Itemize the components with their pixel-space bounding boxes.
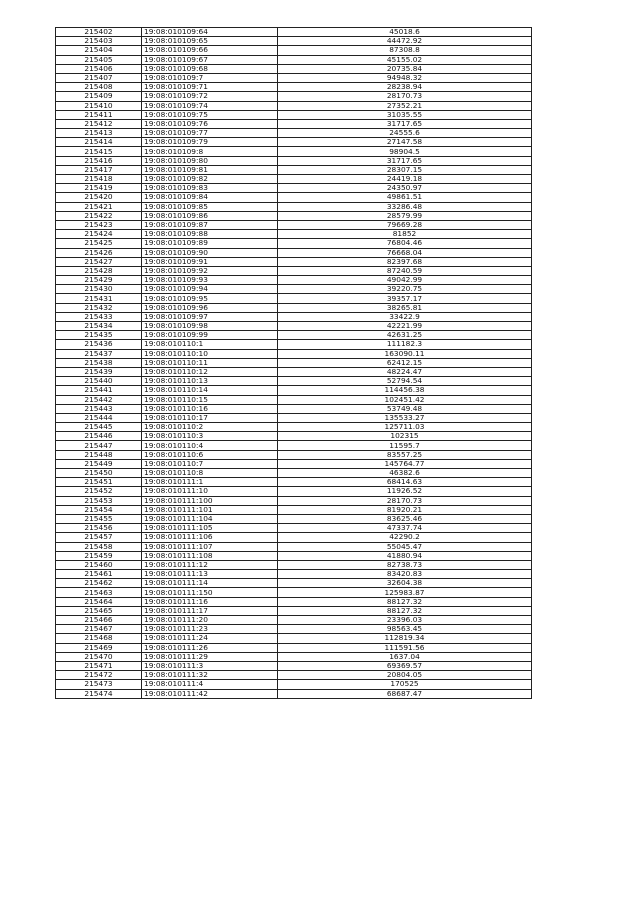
row-number-cell: 215471 — [56, 661, 142, 670]
row-number-cell: 215414 — [56, 138, 142, 147]
row-number-cell: 215423 — [56, 220, 142, 229]
cadastral-number-cell: 19:08:010109:72 — [142, 92, 278, 101]
table-row — [56, 652, 532, 661]
row-number-cell: 215458 — [56, 542, 142, 551]
table-row — [56, 92, 532, 101]
value-cell: 31717.65 — [278, 156, 532, 165]
table-row — [56, 671, 532, 680]
row-number-cell: 215412 — [56, 119, 142, 128]
row-number-cell: 215451 — [56, 478, 142, 487]
cadastral-number-cell: 19:08:010109:8 — [142, 147, 278, 156]
cadastral-number-cell: 19:08:010109:87 — [142, 220, 278, 229]
row-number-cell: 215462 — [56, 579, 142, 588]
value-cell: 28238.94 — [278, 83, 532, 92]
row-number-cell: 215474 — [56, 689, 142, 698]
cadastral-number-cell: 19:08:010111:14 — [142, 579, 278, 588]
cadastral-number-cell: 19:08:010111:13 — [142, 570, 278, 579]
table-row — [56, 661, 532, 670]
table-row — [56, 257, 532, 266]
value-cell: 83420.83 — [278, 570, 532, 579]
table-row — [56, 64, 532, 73]
cadastral-number-cell: 19:08:010110:14 — [142, 386, 278, 395]
cadastral-number-cell: 19:08:010109:77 — [142, 129, 278, 138]
cadastral-number-cell: 19:08:010111:29 — [142, 652, 278, 661]
row-number-cell: 215425 — [56, 239, 142, 248]
cadastral-number-cell: 19:08:010111:100 — [142, 496, 278, 505]
value-cell: 28307.15 — [278, 165, 532, 174]
cadastral-number-cell: 19:08:010109:90 — [142, 248, 278, 257]
table-row — [56, 432, 532, 441]
row-number-cell: 215405 — [56, 55, 142, 64]
table-row — [56, 340, 532, 349]
cadastral-number-cell: 19:08:010110:11 — [142, 358, 278, 367]
row-number-cell: 215446 — [56, 432, 142, 441]
cadastral-number-cell: 19:08:010109:65 — [142, 37, 278, 46]
row-number-cell: 215441 — [56, 386, 142, 395]
value-cell: 42631.25 — [278, 331, 532, 340]
table-row — [56, 266, 532, 275]
cadastral-number-cell: 19:08:010110:6 — [142, 450, 278, 459]
table-row — [56, 312, 532, 321]
cadastral-number-cell: 19:08:010111:42 — [142, 689, 278, 698]
value-cell: 48224.47 — [278, 367, 532, 376]
cadastral-number-cell: 19:08:010110:8 — [142, 469, 278, 478]
cadastral-number-cell: 19:08:010109:84 — [142, 193, 278, 202]
cadastral-number-cell: 19:08:010109:88 — [142, 230, 278, 239]
table-row — [56, 606, 532, 615]
cadastral-number-cell: 19:08:010111:20 — [142, 616, 278, 625]
cadastral-number-cell: 19:08:010109:85 — [142, 202, 278, 211]
cadastral-number-cell: 19:08:010110:2 — [142, 423, 278, 432]
table-row — [56, 193, 532, 202]
table-row — [56, 138, 532, 147]
table-row — [56, 230, 532, 239]
value-cell: 76804.46 — [278, 239, 532, 248]
cadastral-number-cell: 19:08:010111:32 — [142, 671, 278, 680]
table-row — [56, 487, 532, 496]
row-number-cell: 215407 — [56, 73, 142, 82]
table-row — [56, 625, 532, 634]
cadastral-number-cell: 19:08:010111:104 — [142, 514, 278, 523]
data-table — [55, 27, 532, 699]
value-cell: 45155.02 — [278, 55, 532, 64]
row-number-cell: 215434 — [56, 322, 142, 331]
row-number-cell: 215460 — [56, 560, 142, 569]
cadastral-number-cell: 19:08:010109:81 — [142, 165, 278, 174]
cadastral-number-cell: 19:08:010109:7 — [142, 73, 278, 82]
row-number-cell: 215439 — [56, 367, 142, 376]
row-number-cell: 215457 — [56, 533, 142, 542]
cadastral-number-cell: 19:08:010111:1 — [142, 478, 278, 487]
row-number-cell: 215409 — [56, 92, 142, 101]
cadastral-number-cell: 19:08:010110:1 — [142, 340, 278, 349]
cadastral-number-cell: 19:08:010109:80 — [142, 156, 278, 165]
table-row — [56, 156, 532, 165]
value-cell: 102315 — [278, 432, 532, 441]
value-cell: 83557.25 — [278, 450, 532, 459]
table-row — [56, 533, 532, 542]
cadastral-number-cell: 19:08:010109:98 — [142, 322, 278, 331]
value-cell: 27352.21 — [278, 101, 532, 110]
value-cell: 28170.73 — [278, 92, 532, 101]
table-row — [56, 496, 532, 505]
table-row — [56, 524, 532, 533]
cadastral-number-cell: 19:08:010109:91 — [142, 257, 278, 266]
row-number-cell: 215452 — [56, 487, 142, 496]
value-cell: 41880.94 — [278, 551, 532, 560]
table-row — [56, 285, 532, 294]
value-cell: 32604.38 — [278, 579, 532, 588]
cadastral-number-cell: 19:08:010109:86 — [142, 211, 278, 220]
row-number-cell: 215448 — [56, 450, 142, 459]
table-row — [56, 386, 532, 395]
cadastral-number-cell: 19:08:010109:93 — [142, 276, 278, 285]
row-number-cell: 215466 — [56, 616, 142, 625]
row-number-cell: 215416 — [56, 156, 142, 165]
value-cell: 82738.73 — [278, 560, 532, 569]
cadastral-number-cell: 19:08:010109:97 — [142, 312, 278, 321]
value-cell: 49042.99 — [278, 276, 532, 285]
value-cell: 170525 — [278, 680, 532, 689]
row-number-cell: 215442 — [56, 395, 142, 404]
cadastral-number-cell: 19:08:010109:96 — [142, 303, 278, 312]
value-cell: 98563.45 — [278, 625, 532, 634]
cadastral-number-cell: 19:08:010110:15 — [142, 395, 278, 404]
row-number-cell: 215469 — [56, 643, 142, 652]
cadastral-number-cell: 19:08:010111:23 — [142, 625, 278, 634]
table-row — [56, 643, 532, 652]
cadastral-number-cell: 19:08:010109:89 — [142, 239, 278, 248]
table-row — [56, 165, 532, 174]
row-number-cell: 215415 — [56, 147, 142, 156]
row-number-cell: 215455 — [56, 514, 142, 523]
row-number-cell: 215444 — [56, 413, 142, 422]
row-number-cell: 215404 — [56, 46, 142, 55]
value-cell: 68687.47 — [278, 689, 532, 698]
value-cell: 102451.42 — [278, 395, 532, 404]
value-cell: 38265.81 — [278, 303, 532, 312]
row-number-cell: 215406 — [56, 64, 142, 73]
value-cell: 44472.92 — [278, 37, 532, 46]
cadastral-number-cell: 19:08:010109:94 — [142, 285, 278, 294]
table-row — [56, 202, 532, 211]
cadastral-number-cell: 19:08:010109:67 — [142, 55, 278, 64]
table-row — [56, 220, 532, 229]
cadastral-number-cell: 19:08:010109:82 — [142, 175, 278, 184]
row-number-cell: 215430 — [56, 285, 142, 294]
value-cell: 81852 — [278, 230, 532, 239]
table-row — [56, 37, 532, 46]
row-number-cell: 215403 — [56, 37, 142, 46]
value-cell: 49861.51 — [278, 193, 532, 202]
row-number-cell: 215421 — [56, 202, 142, 211]
value-cell: 39220.75 — [278, 285, 532, 294]
table-row — [56, 560, 532, 569]
value-cell: 52794.54 — [278, 377, 532, 386]
table-row — [56, 101, 532, 110]
value-cell: 83625.46 — [278, 514, 532, 523]
table-body — [56, 28, 532, 699]
table-row — [56, 542, 532, 551]
row-number-cell: 215419 — [56, 184, 142, 193]
row-number-cell: 215465 — [56, 606, 142, 615]
table-row — [56, 28, 532, 37]
value-cell: 87308.8 — [278, 46, 532, 55]
cadastral-number-cell: 19:08:010109:64 — [142, 28, 278, 37]
row-number-cell: 215473 — [56, 680, 142, 689]
value-cell: 27147.58 — [278, 138, 532, 147]
row-number-cell: 215445 — [56, 423, 142, 432]
row-number-cell: 215472 — [56, 671, 142, 680]
table-row — [56, 211, 532, 220]
value-cell: 88127.32 — [278, 597, 532, 606]
row-number-cell: 215422 — [56, 211, 142, 220]
value-cell: 31717.65 — [278, 119, 532, 128]
row-number-cell: 215438 — [56, 358, 142, 367]
value-cell: 23396.03 — [278, 616, 532, 625]
row-number-cell: 215427 — [56, 257, 142, 266]
table-row — [56, 349, 532, 358]
value-cell: 87240.59 — [278, 266, 532, 275]
row-number-cell: 215417 — [56, 165, 142, 174]
cadastral-number-cell: 19:08:010109:75 — [142, 110, 278, 119]
row-number-cell: 215426 — [56, 248, 142, 257]
cadastral-number-cell: 19:08:010110:4 — [142, 441, 278, 450]
table-row — [56, 46, 532, 55]
table-row — [56, 377, 532, 386]
row-number-cell: 215463 — [56, 588, 142, 597]
value-cell: 20804.05 — [278, 671, 532, 680]
cadastral-number-cell: 19:08:010111:10 — [142, 487, 278, 496]
row-number-cell: 215432 — [56, 303, 142, 312]
row-number-cell: 215402 — [56, 28, 142, 37]
row-number-cell: 215450 — [56, 469, 142, 478]
cadastral-number-cell: 19:08:010111:16 — [142, 597, 278, 606]
row-number-cell: 215429 — [56, 276, 142, 285]
value-cell: 111182.3 — [278, 340, 532, 349]
row-number-cell: 215461 — [56, 570, 142, 579]
row-number-cell: 215418 — [56, 175, 142, 184]
row-number-cell: 215456 — [56, 524, 142, 533]
table-row — [56, 579, 532, 588]
row-number-cell: 215449 — [56, 459, 142, 468]
value-cell: 68414.63 — [278, 478, 532, 487]
table-row — [56, 689, 532, 698]
cadastral-number-cell: 19:08:010110:12 — [142, 367, 278, 376]
row-number-cell: 215454 — [56, 505, 142, 514]
row-number-cell: 215467 — [56, 625, 142, 634]
value-cell: 69369.57 — [278, 661, 532, 670]
row-number-cell: 215437 — [56, 349, 142, 358]
cadastral-number-cell: 19:08:010110:17 — [142, 413, 278, 422]
value-cell: 125711.03 — [278, 423, 532, 432]
row-number-cell: 215408 — [56, 83, 142, 92]
table-row — [56, 129, 532, 138]
cadastral-number-cell: 19:08:010110:16 — [142, 404, 278, 413]
cadastral-number-cell: 19:08:010109:79 — [142, 138, 278, 147]
table-row — [56, 294, 532, 303]
table-row — [56, 73, 532, 82]
row-number-cell: 215435 — [56, 331, 142, 340]
table-row — [56, 413, 532, 422]
value-cell: 45018.6 — [278, 28, 532, 37]
row-number-cell: 215447 — [56, 441, 142, 450]
value-cell: 42290.2 — [278, 533, 532, 542]
value-cell: 114456.38 — [278, 386, 532, 395]
table-row — [56, 55, 532, 64]
cadastral-number-cell: 19:08:010109:95 — [142, 294, 278, 303]
value-cell: 11926.52 — [278, 487, 532, 496]
cadastral-number-cell: 19:08:010109:74 — [142, 101, 278, 110]
cadastral-number-cell: 19:08:010111:101 — [142, 505, 278, 514]
table-row — [56, 276, 532, 285]
table-row — [56, 441, 532, 450]
value-cell: 98904.5 — [278, 147, 532, 156]
value-cell: 82397.68 — [278, 257, 532, 266]
row-number-cell: 215420 — [56, 193, 142, 202]
cadastral-number-cell: 19:08:010110:10 — [142, 349, 278, 358]
cadastral-number-cell: 19:08:010111:105 — [142, 524, 278, 533]
table-row — [56, 450, 532, 459]
row-number-cell: 215433 — [56, 312, 142, 321]
cadastral-number-cell: 19:08:010111:12 — [142, 560, 278, 569]
value-cell: 28170.73 — [278, 496, 532, 505]
table-row — [56, 367, 532, 376]
table-row — [56, 184, 532, 193]
table-row — [56, 119, 532, 128]
table-row — [56, 680, 532, 689]
cadastral-number-cell: 19:08:010109:99 — [142, 331, 278, 340]
value-cell: 47337.74 — [278, 524, 532, 533]
cadastral-number-cell: 19:08:010109:68 — [142, 64, 278, 73]
table-row — [56, 147, 532, 156]
cadastral-number-cell: 19:08:010111:107 — [142, 542, 278, 551]
cadastral-number-cell: 19:08:010110:7 — [142, 459, 278, 468]
cadastral-number-cell: 19:08:010111:17 — [142, 606, 278, 615]
row-number-cell: 215428 — [56, 266, 142, 275]
table-row — [56, 469, 532, 478]
row-number-cell: 215464 — [56, 597, 142, 606]
table-row — [56, 616, 532, 625]
row-number-cell: 215468 — [56, 634, 142, 643]
cadastral-number-cell: 19:08:010111:108 — [142, 551, 278, 560]
row-number-cell: 215411 — [56, 110, 142, 119]
value-cell: 24555.6 — [278, 129, 532, 138]
table-row — [56, 331, 532, 340]
cadastral-number-cell: 19:08:010111:26 — [142, 643, 278, 652]
row-number-cell: 215436 — [56, 340, 142, 349]
table-row — [56, 358, 532, 367]
cadastral-number-cell: 19:08:010111:24 — [142, 634, 278, 643]
table-row — [56, 505, 532, 514]
table-row — [56, 303, 532, 312]
cadastral-number-cell: 19:08:010109:92 — [142, 266, 278, 275]
table-row — [56, 634, 532, 643]
table-row — [56, 322, 532, 331]
value-cell: 112819.34 — [278, 634, 532, 643]
cadastral-number-cell: 19:08:010111:4 — [142, 680, 278, 689]
value-cell: 11595.7 — [278, 441, 532, 450]
row-number-cell: 215424 — [56, 230, 142, 239]
table-row — [56, 248, 532, 257]
cadastral-number-cell: 19:08:010110:13 — [142, 377, 278, 386]
cadastral-number-cell: 19:08:010110:3 — [142, 432, 278, 441]
value-cell: 81920.21 — [278, 505, 532, 514]
value-cell: 20735.84 — [278, 64, 532, 73]
value-cell: 31035.55 — [278, 110, 532, 119]
table-row — [56, 395, 532, 404]
table-row — [56, 514, 532, 523]
value-cell: 46382.6 — [278, 469, 532, 478]
row-number-cell: 215459 — [56, 551, 142, 560]
row-number-cell: 215410 — [56, 101, 142, 110]
value-cell: 33422.9 — [278, 312, 532, 321]
value-cell: 53749.48 — [278, 404, 532, 413]
row-number-cell: 215440 — [56, 377, 142, 386]
value-cell: 1637.04 — [278, 652, 532, 661]
value-cell: 145764.77 — [278, 459, 532, 468]
table-row — [56, 404, 532, 413]
cadastral-number-cell: 19:08:010109:76 — [142, 119, 278, 128]
cadastral-number-cell: 19:08:010109:66 — [142, 46, 278, 55]
table-row — [56, 551, 532, 560]
value-cell: 42221.99 — [278, 322, 532, 331]
row-number-cell: 215431 — [56, 294, 142, 303]
table-row — [56, 239, 532, 248]
value-cell: 163090.11 — [278, 349, 532, 358]
row-number-cell: 215413 — [56, 129, 142, 138]
value-cell: 28579.99 — [278, 211, 532, 220]
value-cell: 88127.32 — [278, 606, 532, 615]
value-cell: 79669.28 — [278, 220, 532, 229]
value-cell: 39357.17 — [278, 294, 532, 303]
value-cell: 62412.15 — [278, 358, 532, 367]
cadastral-number-cell: 19:08:010111:106 — [142, 533, 278, 542]
value-cell: 111591.56 — [278, 643, 532, 652]
table-row — [56, 570, 532, 579]
value-cell: 76668.04 — [278, 248, 532, 257]
table-row — [56, 459, 532, 468]
table-row — [56, 175, 532, 184]
cadastral-number-cell: 19:08:010109:71 — [142, 83, 278, 92]
table-row — [56, 478, 532, 487]
cadastral-number-cell: 19:08:010111:3 — [142, 661, 278, 670]
cadastral-number-cell: 19:08:010109:83 — [142, 184, 278, 193]
cadastral-number-cell: 19:08:010111:150 — [142, 588, 278, 597]
value-cell: 135533.27 — [278, 413, 532, 422]
value-cell: 24419.18 — [278, 175, 532, 184]
value-cell: 125983.87 — [278, 588, 532, 597]
table-row — [56, 423, 532, 432]
value-cell: 24350.97 — [278, 184, 532, 193]
value-cell: 55045.47 — [278, 542, 532, 551]
value-cell: 94948.32 — [278, 73, 532, 82]
table-row — [56, 110, 532, 119]
row-number-cell: 215470 — [56, 652, 142, 661]
table-row — [56, 588, 532, 597]
row-number-cell: 215443 — [56, 404, 142, 413]
table-row — [56, 83, 532, 92]
value-cell: 33286.48 — [278, 202, 532, 211]
row-number-cell: 215453 — [56, 496, 142, 505]
table-row — [56, 597, 532, 606]
